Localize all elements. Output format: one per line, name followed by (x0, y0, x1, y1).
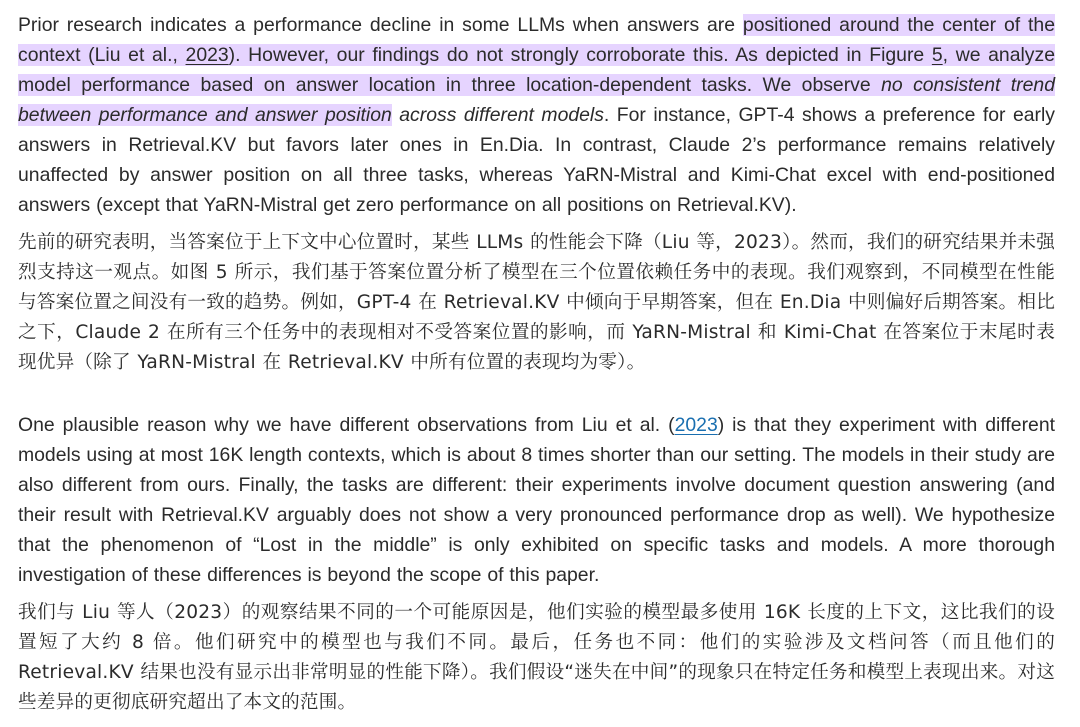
paragraph-chinese-1: 先前的研究表明，当答案位于上下文中心位置时，某些 LLMs 的性能会下降（Liu 等，2023）。然而，我们的研究结果并未强烈支持这一观点。如图 5 所示，我们基于答案位置分析了模型在三个位置依赖任务中的表现。我们观察到，不同模型在性能与答案位置之间没有一致的趋势。例如，GPT-4 在 Retrieval.KV 中倾向于早期答案，但在 En.Dia 中则偏好后期答案。相比之下，Claude 2 在所有三个任务中的表现相对不受答案位置的影响，而 YaRN-Mistral 和 Kimi-Chat 在答案位于末尾时表现优异（除了 YaRN-Mistral 在 Retrieval.KV 中所有位置的表现均为零）。 (18, 232, 1055, 373)
text-segment: . For instance, GPT-4 shows a preference for early answers in Retrieval.KV but favors later ones in En.Dia. In contrast, Claude 2’s performance remains relatively unaffected by answer position on all three tasks, whereas YaRN-Mistral and Kimi-Chat excel with end-positioned answers (except that YaRN-Mistral get zero performance on all positions on Retrieval.KV). (18, 104, 1055, 216)
highlight-segment: , we analyze model performance based on answer location in three location-dependent tasks. We observe (18, 44, 1055, 96)
italic-segment: across different models (391, 104, 604, 126)
highlight-italic-segment: no consistent trend between performance and answer position (18, 74, 1055, 126)
highlight-segment: ). However, our findings do not strongly corroborate this. As depicted in Figure (228, 44, 932, 66)
citation-link-liu-2023[interactable]: 2023 (674, 414, 718, 436)
figure-reference-link[interactable]: 5 (931, 44, 943, 66)
citation-link-liu-2023[interactable]: 2023 (185, 44, 229, 66)
text-segment: One plausible reason why we have different observations from Liu et al. ( (18, 414, 675, 436)
text-segment: ) is that they experiment with different models using at most 16K length contexts, which is about 8 times shorter than our setting. The models in their study are also different from ours. Finally, the tasks are different: their experiments involve document question answering (and their result with Retrieval.KV arguably does not show a very pronounced performance drop as well). We hypothesize that the phenomenon of “Lost in the middle” is only exhibited on specific tasks and models. A more thorough investigation of these differences is beyond the scope of this paper. (18, 414, 1055, 586)
text-segment: Prior research indicates a performance decline in some LLMs when answers are (18, 14, 743, 36)
paragraph-english-1 (18, 10, 1055, 220)
paragraph-chinese-2: 我们与 Liu 等人（2023）的观察结果不同的一个可能原因是，他们实验的模型最多使用 16K 长度的上下文，这比我们的设置短了大约 8 倍。他们研究中的模型也与我们不同。最后，任务也不同：他们的实验涉及文档问答（而且他们的 Retrieval.KV 结果也没有显示出非常明显的性能下降）。我们假设“迷失在中间”的现象只在特定任务和模型上表现出来。对这些差异的更彻底研究超出了本文的范围。 (18, 602, 1055, 713)
highlight-segment: positioned around the center of the context (Liu et al., (18, 14, 1055, 66)
paragraph-english-2 (18, 410, 1055, 590)
document-page (18, 10, 1055, 718)
